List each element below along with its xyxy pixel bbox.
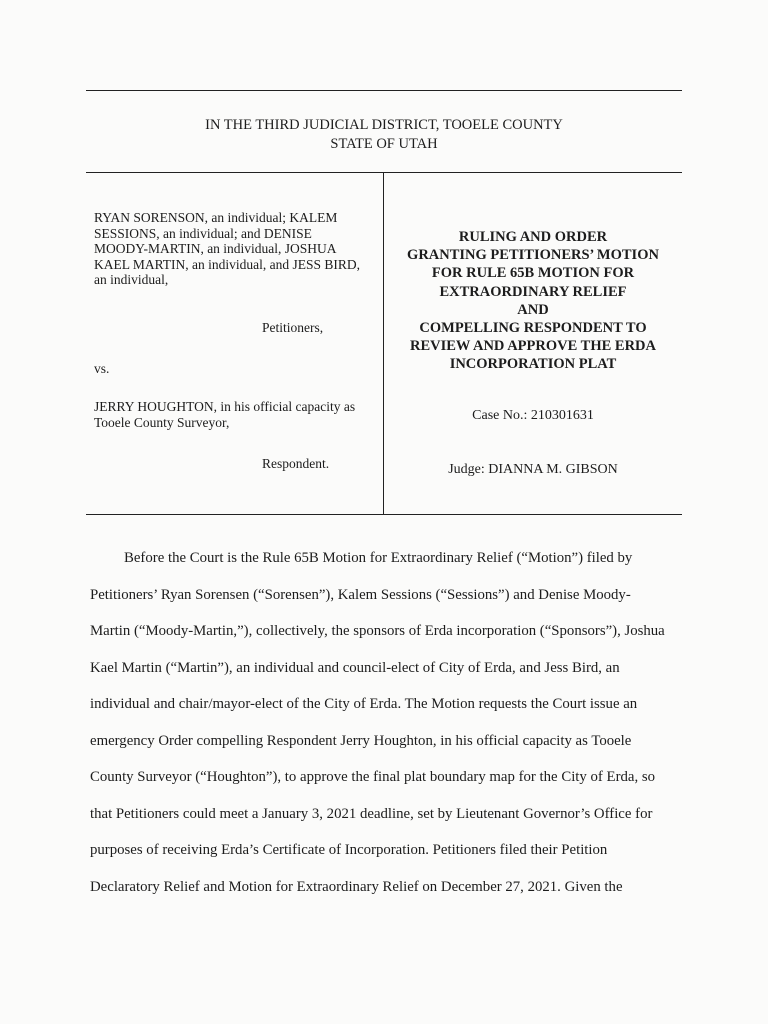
- judge-name: Judge: DIANNA M. GIBSON: [448, 462, 618, 477]
- title-line: INCORPORATION PLAT: [449, 356, 617, 373]
- body-line: Kael Martin (“Martin”), an individual and council-elect of City of Erda, and Jess Bird, an: [90, 659, 620, 676]
- petitioner-line: an individual,: [94, 272, 169, 288]
- case-number: Case No.: 210301631: [472, 408, 594, 423]
- petitioner-line: SESSIONS, an individual; and DENISE: [94, 225, 312, 241]
- petitioner-line: MOODY-MARTIN, an individual, JOSHUA: [94, 241, 337, 257]
- body-line: Petitioners’ Ryan Sorensen (“Sorensen”), Kalem Sessions (“Sessions”) and Denise Moody-: [90, 586, 631, 603]
- title-line: COMPELLING RESPONDENT TO: [419, 320, 647, 337]
- respondent-line: JERRY HOUGHTON, in his official capacity as: [94, 399, 356, 414]
- title-line: REVIEW AND APPROVE THE ERDA: [409, 338, 656, 355]
- document-title: [384, 228, 682, 374]
- caption-bottom-rule: [86, 514, 682, 515]
- respondent-line: Tooele County Surveyor,: [94, 414, 230, 430]
- body-paragraph: [90, 548, 686, 913]
- petitioner-line: RYAN SORENSON, an individual; KALEM: [94, 210, 338, 225]
- petitioner-line: KAEL MARTIN, an individual, and JESS BIRD,: [94, 256, 361, 272]
- caption-top-rule: [86, 172, 682, 173]
- title-line: FOR RULE 65B MOTION FOR: [431, 265, 635, 282]
- petitioner-parties: [94, 210, 369, 288]
- court-heading-line2: STATE OF UTAH: [330, 136, 438, 152]
- title-line: AND: [517, 301, 549, 318]
- respondent-role: Respondent.: [262, 456, 330, 471]
- court-heading-line1: IN THE THIRD JUDICIAL DISTRICT, TOOELE COUNTY: [205, 117, 563, 133]
- versus-label: vs.: [94, 361, 110, 376]
- body-line: Declaratory Relief and Motion for Extraordinary Relief on December 27, 2021. Given the: [90, 878, 623, 895]
- title-line: RULING AND ORDER: [458, 229, 608, 245]
- body-line: emergency Order compelling Respondent Jerry Houghton, in his official capacity as Tooele: [90, 732, 632, 749]
- respondent-party: [94, 399, 384, 430]
- body-line: County Surveyor (“Houghton”), to approve the final plat boundary map for the City of Erda, so: [90, 769, 656, 785]
- court-heading: [86, 116, 682, 154]
- body-line: that Petitioners could meet a January 3, 2021 deadline, set by Lieutenant Governor’s Office for: [90, 805, 653, 822]
- petitioners-role: Petitioners,: [262, 320, 324, 335]
- body-line: individual and chair/mayor-elect of the City of Erda. The Motion requests the Court issue an: [90, 696, 638, 712]
- body-line: purposes of receiving Erda’s Certificate of Incorporation. Petitioners filed their Petition: [90, 842, 608, 858]
- body-line: Martin (“Moody-Martin,”), collectively, the sponsors of Erda incorporation (“Sponsors”), Joshua: [90, 623, 665, 639]
- top-rule: [86, 90, 682, 91]
- title-line: EXTRAORDINARY RELIEF: [439, 283, 627, 300]
- title-line: GRANTING PETITIONERS’ MOTION: [407, 247, 659, 264]
- body-line: Before the Court is the Rule 65B Motion for Extraordinary Relief (“Motion”) filed by: [124, 550, 633, 566]
